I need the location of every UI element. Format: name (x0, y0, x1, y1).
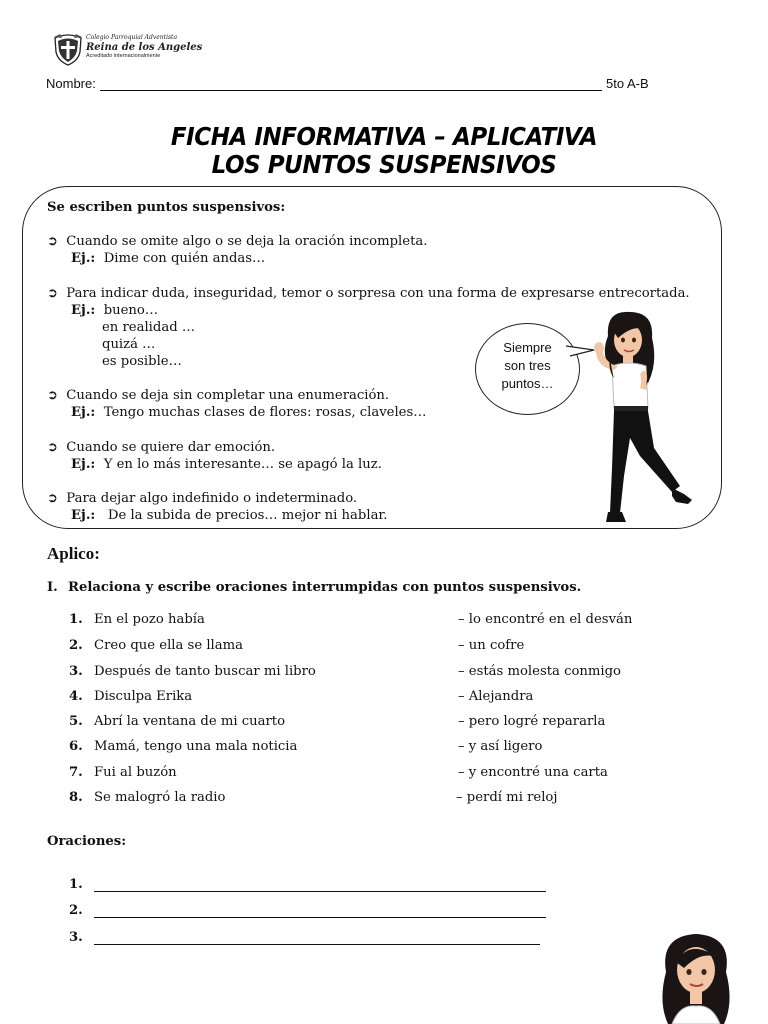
right-phrase: – Alejandra (458, 689, 534, 704)
bubble-line-1: Siempre (503, 340, 552, 355)
answer-line-3[interactable] (94, 944, 540, 945)
rule-1 (47, 234, 427, 249)
left-phrase: En el pozo había (94, 612, 205, 627)
item-number: 8. (69, 790, 83, 805)
school-name-block (86, 35, 202, 59)
example-text: Y en lo más interesante… se apagó la luz. (103, 457, 382, 472)
arrow-icon: ➲ (47, 388, 58, 403)
arrow-icon: ➲ (47, 286, 58, 301)
item-number: 3. (69, 664, 83, 679)
right-phrase: – y encontré una carta (458, 765, 608, 780)
example-text: Tengo muchas clases de flores: rosas, claveles… (103, 405, 427, 420)
item-number: 7. (69, 765, 83, 780)
right-phrase: – estás molesta conmigo (458, 664, 621, 679)
info-heading: Se escriben puntos suspensivos: (47, 200, 286, 215)
school-line1: Colegio Parroquial Adventista (86, 34, 178, 41)
page-title-line2: LOS PUNTOS SUSPENSIVOS (211, 150, 557, 179)
rule-5-example (71, 508, 387, 523)
item-number: 2. (69, 638, 83, 653)
rule-4 (47, 440, 275, 455)
student-illustration-icon (650, 932, 742, 1024)
ej-label: Ej.: (71, 457, 96, 472)
answer-number: 1. (69, 877, 83, 892)
rule-2-example-4: es posible… (102, 354, 182, 369)
page-title-line1: FICHA INFORMATIVA – APLICATIVA (170, 122, 598, 151)
right-phrase: – perdí mi reloj (456, 790, 558, 805)
ej-label: Ej.: (71, 405, 96, 420)
rule-2 (47, 286, 690, 301)
item-number: 1. (69, 612, 83, 627)
right-phrase: – y así ligero (458, 739, 543, 754)
speech-bubble (475, 323, 580, 415)
aplico-heading: Aplico: (47, 544, 100, 563)
teacher-illustration-icon (588, 308, 703, 533)
rule-1-example (71, 251, 265, 266)
right-phrase: – lo encontré en el desván (458, 612, 633, 627)
rule-text: Cuando se quiere dar emoción. (66, 440, 276, 455)
rule-2-example-3: quizá … (102, 337, 156, 352)
answer-number: 2. (69, 903, 83, 918)
arrow-icon: ➲ (47, 234, 58, 249)
left-phrase: Se malogró la radio (94, 790, 226, 805)
right-phrase: – pero logré repararla (458, 714, 606, 729)
example-text: De la subida de precios… mejor ni hablar. (107, 508, 388, 523)
grade-label: 5to A-B (606, 76, 649, 91)
left-phrase: Abrí la ventana de mi cuarto (94, 714, 286, 729)
school-line3: Acreditado internacionalmente (86, 52, 161, 59)
school-name: Reina de los Angeles (86, 41, 203, 53)
exercise-number: I. (47, 580, 58, 595)
school-logo (52, 32, 84, 66)
arrow-icon: ➲ (47, 440, 58, 455)
name-line[interactable] (100, 90, 602, 91)
rule-text: Cuando se deja sin completar una enumeración. (66, 388, 390, 403)
left-phrase: Creo que ella se llama (94, 638, 243, 653)
rule-text: Para dejar algo indefinido o indeterminado. (66, 491, 358, 506)
rule-text: Cuando se omite algo o se deja la oración incompleta. (66, 234, 428, 249)
example-text: bueno… (103, 303, 159, 318)
left-phrase: Fui al buzón (94, 765, 177, 780)
rule-2-example (71, 303, 158, 318)
left-phrase: Después de tanto buscar mi libro (94, 664, 316, 679)
left-phrase: Disculpa Erika (94, 689, 193, 704)
exercise-instruction: Relaciona y escribe oraciones interrumpidas con puntos suspensivos. (68, 580, 582, 595)
answer-line-2[interactable] (94, 917, 546, 918)
left-phrase: Mamá, tengo una mala noticia (94, 739, 298, 754)
answer-line-1[interactable] (94, 891, 546, 892)
answer-number: 3. (69, 930, 83, 945)
arrow-icon: ➲ (47, 491, 58, 506)
rule-3 (47, 388, 389, 403)
example-text: Dime con quién andas… (103, 251, 266, 266)
right-phrase: – un cofre (458, 638, 525, 653)
rule-2-example-2: en realidad … (102, 320, 196, 335)
oraciones-heading: Oraciones: (47, 834, 127, 849)
name-field-row (46, 76, 96, 91)
name-label: Nombre: (46, 76, 96, 91)
item-number: 5. (69, 714, 83, 729)
ej-label: Ej.: (71, 508, 96, 523)
item-number: 6. (69, 739, 83, 754)
rule-text: Para indicar duda, inseguridad, temor o sorpresa con una forma de expresarse entrecortada. (66, 286, 690, 301)
rule-4-example (71, 457, 382, 472)
bubble-line-2: son tres (504, 358, 551, 373)
rule-3-example (71, 405, 426, 420)
rule-5 (47, 491, 357, 506)
bubble-line-3: puntos… (501, 376, 554, 391)
item-number: 4. (69, 689, 83, 704)
ej-label: Ej.: (71, 251, 96, 266)
ej-label: Ej.: (71, 303, 96, 318)
